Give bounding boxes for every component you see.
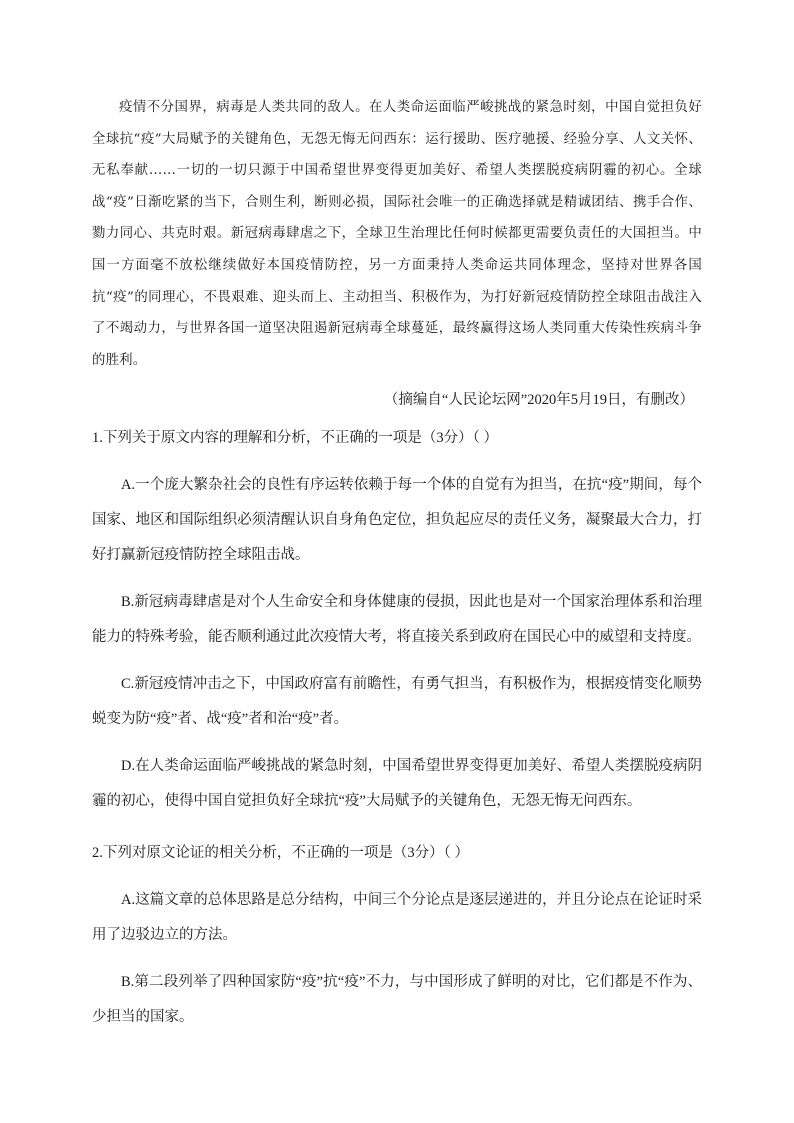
question-2-option-b: B.第二段列举了四种国家防“疫”抗“疫”不力，与中国形成了鲜明的对比，它们都是不作为、少担当的国家。 <box>92 974 702 1026</box>
passage-paragraph: 疫情不分国界，病毒是人类共同的敌人。在人类命运面临严峻挑战的紧急时刻，中国自觉担负好全球抗“疫”大局赋予的关键角色，无怨无悔无问西东：运行援助、医疗驰援、经验分享、人文关怀、无私奉献……一切的一切只源于中国希望世界变得更加美好、希望人类摆脱疫病阴霾的初心。全球战“疫”日渐吃紧的当下，合则生利，断则必损，国际社会唯一的正确选择就是精诚团结、携手合作、勠力同心、共克时艰。新冠病毒肆虐之下，全球卫生治理比任何时候都更需要负责任的大国担当。中国一方面毫不放松继续做好本国疫情防控，另一方面秉持人类命运共同体理念，坚持对世界各国抗“疫”的同理心，不畏艰难、迎头而上、主动担当、积极作为，为打好新冠疫情防控全球阻击战注入了不竭动力，与世界各国一道坚决阻遏新冠病毒全球蔓延，最终赢得这场人类同重大传染性疾病斗争的胜利。 <box>92 100 702 368</box>
question-1-stem: 1.下列关于原文内容的理解和分析，不正确的一项是（3分）（ ） <box>92 430 498 447</box>
question-2 <box>92 841 702 1035</box>
document-page <box>92 92 702 1035</box>
question-2-option-a: A.这篇文章的总体思路是总分结构，中间三个分论点是逐层递进的，并且分论点在论证时采用了边驳边立的方法。 <box>92 892 702 944</box>
question-1-option-b: B.新冠病毒肆虐是对个人生命安全和身体健康的侵损，因此也是对一个国家治理体系和治理能力的特殊考验，能否顺利通过此次疫情大考，将直接关系到政府在国民心中的威望和支持度。 <box>92 594 702 646</box>
passage-source: （摘编自“人民论坛网”2020年5月19日，有删改） <box>383 392 694 409</box>
question-1-option-c: C.新冠疫情冲击之下，中国政府富有前瞻性，有勇气担当，有积极作为，根据疫情变化顺势蜕变为防“疫”者、战“疫”者和治“疫”者。 <box>92 676 702 728</box>
question-1 <box>92 426 702 819</box>
question-1-option-d: D.在人类命运面临严峻挑战的紧急时刻，中国希望世界变得更加美好、希望人类摆脱疫病阴霾的初心，使得中国自觉担负好全球抗“疫”大局赋予的关键角色，无怨无悔无问西东。 <box>92 758 702 810</box>
question-1-option-a: A.一个庞大繁杂社会的良性有序运转依赖于每一个体的自觉有为担当，在抗“疫”期间，每个国家、地区和国际组织必须清醒认识自身角色定位，担负起应尽的责任义务，凝聚最大合力，打好打赢新冠疫情防控全球阻击战。 <box>92 477 702 564</box>
question-2-stem: 2.下列对原文论证的相关分析，不正确的一项是（3分）（ ） <box>92 845 469 862</box>
